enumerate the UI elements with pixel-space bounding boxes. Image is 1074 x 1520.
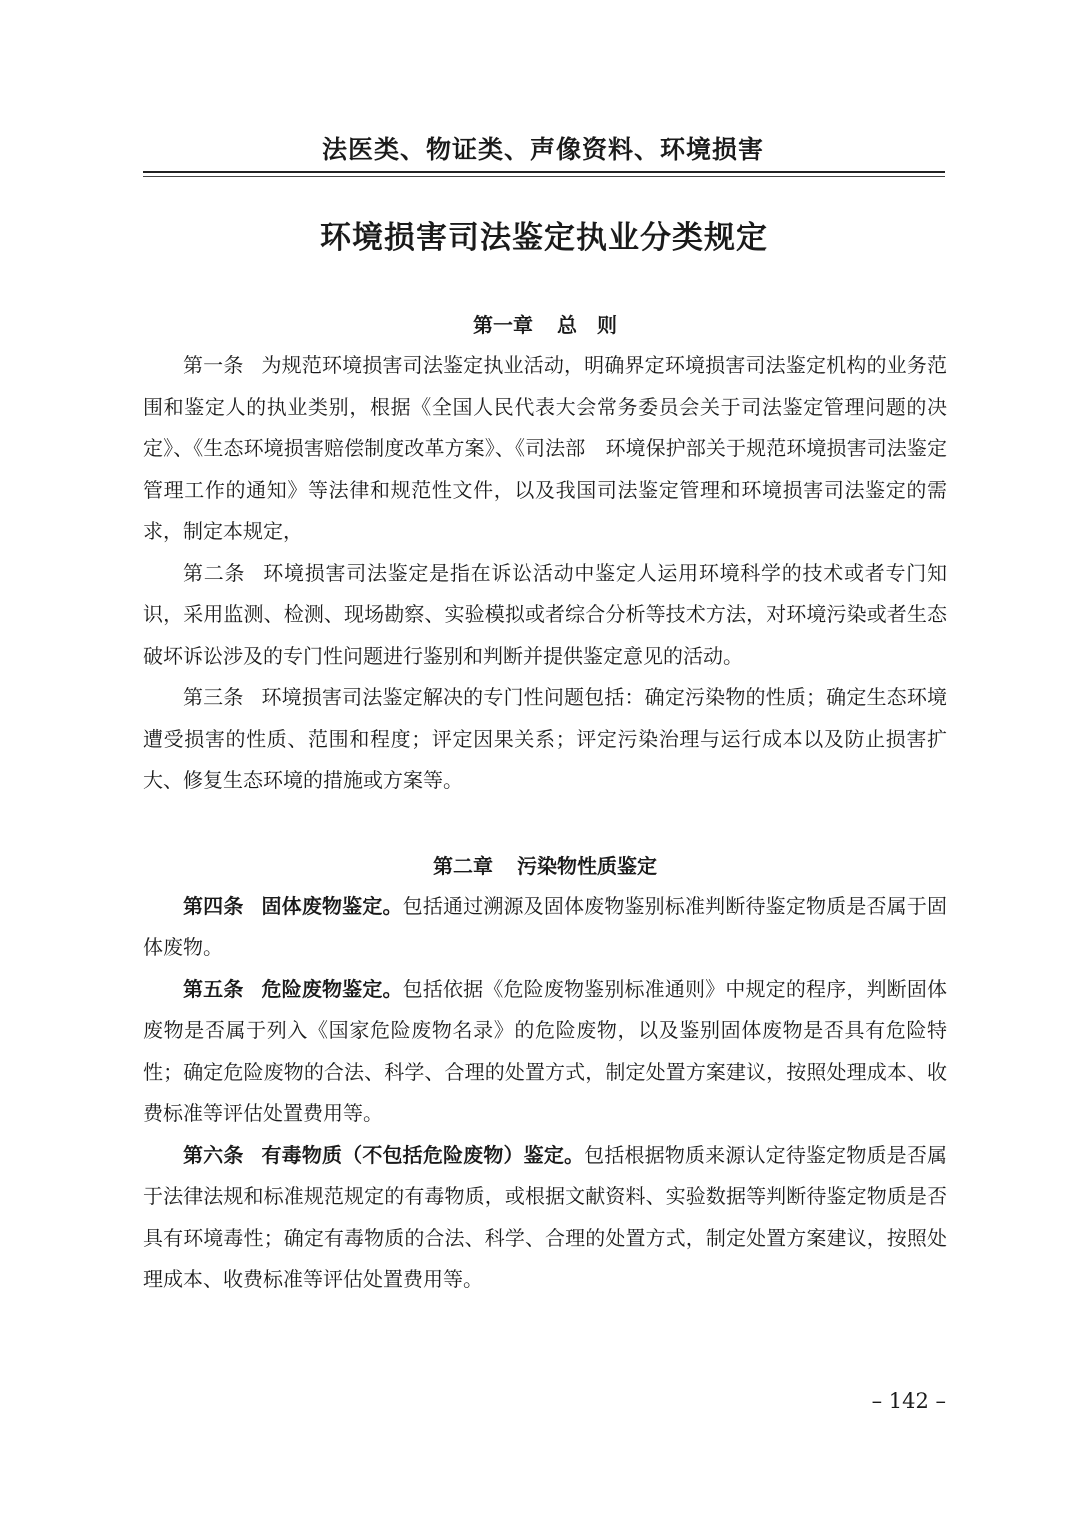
chapter-number: 第一章 [473, 313, 533, 337]
article [143, 969, 947, 1135]
header-rule-thin [143, 176, 945, 177]
article-text: 环境损害司法鉴定解决的专门性问题包括：确定污染物的性质；确定生态环境遭受损害的性质、范围和程度；评定因果关系；评定污染治理与运行成本以及防止损害扩大、修复生态环境的措施或方案等。 [143, 685, 947, 792]
chapter-heading [143, 846, 947, 886]
chapter-heading [143, 305, 947, 345]
page-number: – 142 – [871, 1389, 946, 1413]
article-text: 包括依据《危险废物鉴别标准通则》中规定的程序，判断固体废物是否属于列入《国家危险废物名录》的危险废物，以及鉴别固体废物是否具有危险特性；确定危险废物的合法、科学、合理的处置方式，制定处置方案建议，按照处理成本、收费标准等评估处置费用等。 [143, 976, 948, 1125]
article [143, 553, 947, 678]
article [143, 677, 947, 802]
article [143, 1135, 947, 1301]
article-text: 环境损害司法鉴定是指在诉讼活动中鉴定人运用环境科学的技术或者专门知识，采用监测、检测、现场勘察、实验模拟或者综合分析等技术方法，对环境污染或者生态破坏诉讼涉及的专门性问题进行鉴别和判断并提供鉴定意见的活动。 [143, 560, 948, 668]
article-subject: 有毒物质（不包括危险废物）鉴定。 [261, 1142, 585, 1167]
article-number: 第二条 [183, 560, 246, 585]
article-number: 第三条 [183, 685, 244, 709]
article-number: 第四条 [183, 893, 244, 918]
article [143, 886, 947, 969]
chapter-name: 总 则 [557, 313, 617, 337]
running-header: 法医类、物证类、声像资料、环境损害 [321, 135, 764, 164]
article-subject: 固体废物鉴定。 [261, 893, 403, 918]
article-number: 第六条 [183, 1142, 244, 1167]
header-rule-thick [143, 171, 945, 173]
chapter-number: 第二章 [433, 853, 493, 878]
article-text: 为规范环境损害司法鉴定执业活动，明确界定环境损害司法鉴定机构的业务范围和鉴定人的执业类别，根据《全国人民代表大会常务委员会关于司法鉴定管理问题的决定》、《生态环境损害赔偿制度改革方案》、《司法部 环境保护部关于规范环境损害司法鉴定管理工作的通知》等法律和规范性文件，以及我国司法鉴定管理和环境损害司法鉴定的需求，制定本规定， [143, 353, 947, 543]
article-number: 第五条 [183, 976, 244, 1001]
article-text: 包括根据物质来源认定待鉴定物质是否属于法律法规和标准规范规定的有毒物质，或根据文献资料、实验数据等判断待鉴定物质是否具有环境毒性；确定有毒物质的合法、科学、合理的处置方式，制定处置方案建议，按照处理成本、收费标准等评估处置费用等。 [143, 1142, 948, 1291]
article-number: 第一条 [183, 353, 244, 377]
document-title: 环境损害司法鉴定执业分类规定 [320, 220, 768, 256]
article-text: 包括通过溯源及固体废物鉴别标准判断待鉴定物质是否属于固体废物。 [143, 893, 948, 959]
article [143, 345, 947, 553]
article-subject: 危险废物鉴定。 [261, 976, 403, 1001]
document-body [143, 305, 947, 1301]
chapter-name: 污染物性质鉴定 [517, 853, 657, 878]
